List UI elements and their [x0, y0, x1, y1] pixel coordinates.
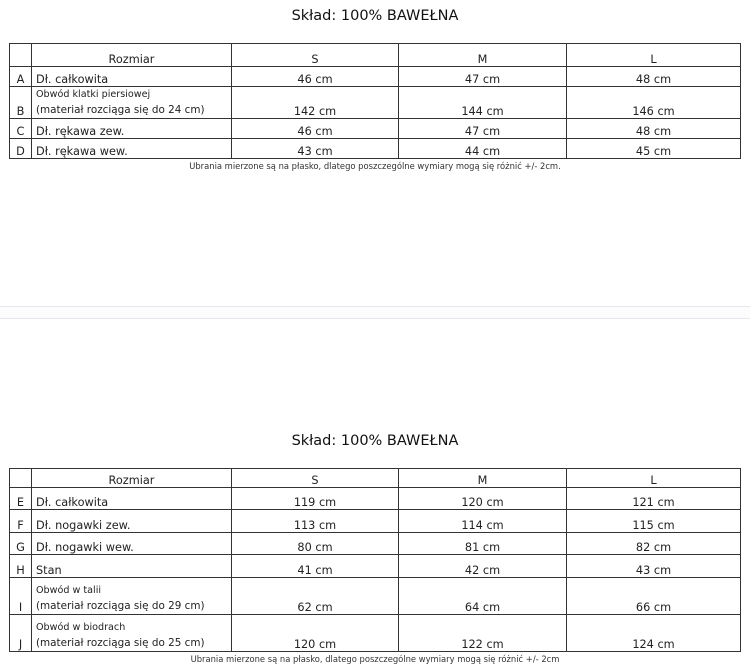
header-size-s: S — [232, 469, 399, 488]
row-measurement-name: Dł. rękawa zew. — [32, 119, 232, 139]
row-letter: B — [10, 87, 32, 119]
row-letter: F — [10, 510, 32, 533]
row-measurement-name — [32, 578, 232, 615]
value-size-m: 64 cm — [399, 578, 567, 615]
table-row — [10, 119, 741, 139]
table-row — [10, 488, 741, 510]
header-size-s: S — [232, 44, 399, 67]
measurement-name-line2: (materiał rozciąga się do 25 cm) — [36, 637, 205, 649]
header-blank-cell — [10, 469, 32, 488]
row-letter: E — [10, 488, 32, 510]
value-size-m: 122 cm — [399, 615, 567, 652]
value-size-m: 44 cm — [399, 139, 567, 159]
value-size-s: 80 cm — [232, 533, 399, 555]
value-size-s: 43 cm — [232, 139, 399, 159]
table-row — [10, 67, 741, 87]
value-size-s: 119 cm — [232, 488, 399, 510]
value-size-l: 115 cm — [567, 510, 741, 533]
value-size-l: 146 cm — [567, 87, 741, 119]
table-row — [10, 555, 741, 578]
row-letter: D — [10, 139, 32, 159]
table-row — [10, 615, 741, 652]
header-size-l: L — [567, 44, 741, 67]
top-size-chart — [0, 0, 750, 306]
row-letter: H — [10, 555, 32, 578]
value-size-s: 41 cm — [232, 555, 399, 578]
value-size-l: 82 cm — [567, 533, 741, 555]
header-size-l: L — [567, 469, 741, 488]
section-divider — [0, 306, 750, 319]
table-row — [10, 87, 741, 119]
row-letter: G — [10, 533, 32, 555]
row-measurement-name: Dł. rękawa wew. — [32, 139, 232, 159]
measurement-note: Ubrania mierzone są na płasko, dlatego poszczególne wymiary mogą się różnić +/- 2cm. — [189, 161, 561, 171]
row-letter: A — [10, 67, 32, 87]
header-size-label: Rozmiar — [32, 469, 232, 488]
table-header-row — [10, 44, 741, 67]
value-size-m: 120 cm — [399, 488, 567, 510]
value-size-l: 43 cm — [567, 555, 741, 578]
table-row — [10, 578, 741, 615]
value-size-l: 66 cm — [567, 578, 741, 615]
value-size-l: 121 cm — [567, 488, 741, 510]
table-row — [10, 510, 741, 533]
measurement-name-line1: Obwód w talii — [36, 585, 102, 596]
value-size-m: 47 cm — [399, 119, 567, 139]
measurement-note: Ubrania mierzone są na płasko, dlatego poszczególne wymiary mogą się różnić +/- 2cm — [190, 654, 560, 664]
row-measurement-name — [32, 615, 232, 652]
composition-title: Skład: 100% BAWEŁNA — [291, 433, 459, 449]
value-size-s: 142 cm — [232, 87, 399, 119]
value-size-m: 47 cm — [399, 67, 567, 87]
row-letter: J — [10, 615, 32, 652]
header-size-label: Rozmiar — [32, 44, 232, 67]
value-size-l: 124 cm — [567, 615, 741, 652]
value-size-m: 114 cm — [399, 510, 567, 533]
row-measurement-name: Dł. nogawki wew. — [32, 533, 232, 555]
value-size-m: 42 cm — [399, 555, 567, 578]
row-measurement-name: Stan — [32, 555, 232, 578]
top-size-table — [9, 43, 741, 159]
table-header-row — [10, 469, 741, 488]
value-size-l: 45 cm — [567, 139, 741, 159]
measurement-name-line1: Obwód w biodrach — [36, 622, 126, 633]
value-size-m: 144 cm — [399, 87, 567, 119]
bottom-size-table — [9, 468, 741, 652]
value-size-s: 46 cm — [232, 67, 399, 87]
measurement-name-line1: Obwód klatki piersiowej — [36, 89, 151, 100]
value-size-s: 113 cm — [232, 510, 399, 533]
value-size-m: 81 cm — [399, 533, 567, 555]
row-letter: C — [10, 119, 32, 139]
value-size-l: 48 cm — [567, 67, 741, 87]
composition-title: Skład: 100% BAWEŁNA — [291, 8, 459, 24]
row-measurement-name — [32, 87, 232, 119]
bottom-size-chart — [0, 319, 750, 672]
table-row — [10, 533, 741, 555]
header-size-m: M — [399, 44, 567, 67]
value-size-s: 46 cm — [232, 119, 399, 139]
value-size-s: 120 cm — [232, 615, 399, 652]
table-row — [10, 139, 741, 159]
header-blank-cell — [10, 44, 32, 67]
row-measurement-name: Dł. całkowita — [32, 488, 232, 510]
value-size-s: 62 cm — [232, 578, 399, 615]
row-letter: I — [10, 578, 32, 615]
header-size-m: M — [399, 469, 567, 488]
measurement-name-line2: (materiał rozciąga się do 24 cm) — [36, 104, 205, 116]
row-measurement-name: Dł. całkowita — [32, 67, 232, 87]
value-size-l: 48 cm — [567, 119, 741, 139]
measurement-name-line2: (materiał rozciąga się do 29 cm) — [36, 600, 205, 612]
row-measurement-name: Dł. nogawki zew. — [32, 510, 232, 533]
